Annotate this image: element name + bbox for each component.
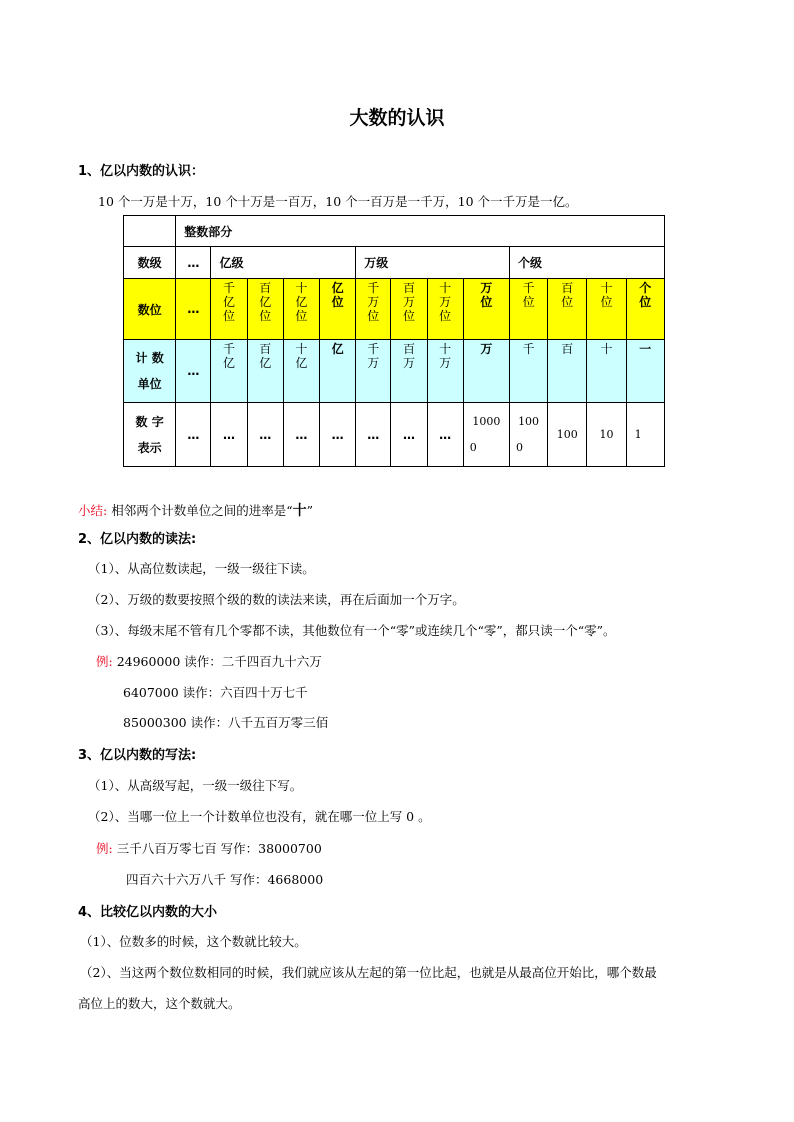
section-2-example-1 bbox=[96, 652, 322, 670]
summary-label: 小结: bbox=[78, 503, 108, 518]
level-yi: 亿级 bbox=[211, 247, 356, 279]
section-4-line-1: （1）、位数多的时候，这个数就比较大。 bbox=[80, 934, 307, 949]
row-label-shuzi bbox=[124, 403, 176, 467]
section-2-line-3: （3）、每级末尾不管有几个零都不读，其他数位有一个“零”或连续几个“零”，都只读一个“零”。 bbox=[88, 623, 616, 638]
table-row-numbers bbox=[124, 403, 665, 467]
number-line: 0 bbox=[469, 440, 477, 454]
unit-cell: 千万 bbox=[367, 342, 380, 370]
page-title: 大数的认识 bbox=[349, 107, 445, 129]
table-row-places bbox=[124, 279, 665, 340]
unit-cell: 百 bbox=[561, 342, 574, 356]
example-text: 24960000 读作：二千四百九十六万 bbox=[112, 654, 322, 669]
summary-line bbox=[78, 500, 313, 520]
number-cell-100: 100 bbox=[548, 403, 587, 467]
section-2-line-1: （1）、从高位数读起，一级一级往下读。 bbox=[88, 561, 315, 576]
number-cell-10: 10 bbox=[587, 403, 626, 467]
unit-cell: 百万 bbox=[402, 342, 415, 370]
section-4-heading: 4、比较亿以内数的大小 bbox=[78, 905, 218, 920]
summary-end: ” bbox=[306, 503, 313, 518]
unit-cell: 十 bbox=[600, 342, 613, 356]
unit-cell: 千 bbox=[522, 342, 535, 356]
section-4-line-2a: （2）、当这两个数位数相同的时候，我们就应该从左起的第一位比起，也就是从最高位开始比，哪个数最 bbox=[80, 965, 657, 980]
row-label-jishu bbox=[124, 340, 176, 403]
place-value-table bbox=[123, 215, 665, 467]
level-ge: 个级 bbox=[509, 247, 664, 279]
example-text: 三千八百万零七百 写作：38000700 bbox=[112, 841, 322, 856]
ellipsis-cell: … bbox=[283, 403, 319, 467]
unit-cell: 十万 bbox=[439, 342, 452, 370]
section-2-line-2: （2）、万级的数要按照个级的数的读法来读，再在后面加一个万字。 bbox=[88, 592, 465, 607]
example-label: 例: bbox=[96, 654, 113, 669]
number-line: 100 bbox=[518, 414, 540, 428]
unit-cell: 亿 bbox=[331, 342, 344, 356]
row-label-shuji: 数级 bbox=[124, 247, 176, 279]
section-3-heading: 3、亿以内数的写法: bbox=[78, 748, 197, 763]
number-line: 0 bbox=[515, 440, 523, 454]
section-3-example-1 bbox=[96, 839, 322, 857]
table-row-levels bbox=[124, 247, 665, 279]
unit-cell: 千亿 bbox=[223, 342, 236, 370]
unit-cell: 十亿 bbox=[295, 342, 308, 370]
section-3-line-2: （2）、当哪一位上一个计数单位也没有，就在哪一位上写 0 。 bbox=[88, 809, 431, 824]
place-cell: 十位 bbox=[600, 281, 613, 309]
place-cell: 十亿位 bbox=[295, 281, 308, 323]
number-line: 1000 bbox=[472, 414, 501, 428]
section-3-example-2: 四百六十六万八千 写作：4668000 bbox=[126, 872, 324, 887]
row-label-line: 单位 bbox=[137, 377, 162, 391]
ellipsis-cell: … bbox=[320, 403, 356, 467]
unit-cell: 万 bbox=[480, 342, 493, 356]
summary-bold: 十 bbox=[292, 503, 307, 519]
number-cell-10000 bbox=[463, 403, 509, 467]
place-cell: 万位 bbox=[480, 281, 493, 309]
unit-cell: 百亿 bbox=[259, 342, 272, 370]
section-2-heading: 2、亿以内数的读法: bbox=[78, 532, 197, 547]
section-3-line-1: （1）、从高级写起，一级一级往下写。 bbox=[88, 778, 303, 793]
place-cell: 个位 bbox=[639, 281, 652, 309]
row-label-line: 表示 bbox=[137, 440, 162, 455]
dots-cell: … bbox=[176, 279, 211, 340]
place-cell: 十万位 bbox=[439, 281, 452, 323]
place-cell: 千万位 bbox=[367, 281, 380, 323]
place-cell: 百位 bbox=[561, 281, 574, 309]
ellipsis-cell: … bbox=[211, 403, 247, 467]
section-1-intro: 10 个一万是十万，10 个十万是一百万，10 个一百万是一千万，10 个一千万是一亿。 bbox=[98, 194, 578, 209]
example-label: 例: bbox=[96, 841, 113, 856]
number-cell-1: 1 bbox=[626, 403, 664, 467]
dots-cell: … bbox=[176, 340, 211, 403]
ellipsis-cell: … bbox=[247, 403, 283, 467]
ellipsis-cell: … bbox=[427, 403, 463, 467]
unit-cell: 一 bbox=[639, 342, 652, 356]
row-label-shuwei: 数位 bbox=[124, 279, 176, 340]
number-cell-1000 bbox=[509, 403, 547, 467]
place-cell: 亿位 bbox=[331, 281, 344, 309]
row-label-line: 数 字 bbox=[135, 414, 164, 429]
header-integer-part: 整数部分 bbox=[176, 216, 665, 247]
place-cell: 千位 bbox=[522, 281, 535, 309]
summary-text: 相邻两个计数单位之间的进率是“ bbox=[107, 503, 293, 518]
place-cell: 百万位 bbox=[402, 281, 415, 323]
place-cell: 百亿位 bbox=[259, 281, 272, 323]
section-2-example-2: 6407000 读作：六百四十万七千 bbox=[123, 685, 308, 700]
table-row-units bbox=[124, 340, 665, 403]
empty-cell bbox=[124, 216, 176, 247]
section-1-heading: 1、亿以内数的认识： bbox=[78, 164, 205, 179]
section-2-example-3: 85000300 读作：八千五百万零三佰 bbox=[123, 715, 329, 730]
section-4-line-2b: 高位上的数大，这个数就大。 bbox=[78, 996, 241, 1011]
ellipsis-cell: … bbox=[356, 403, 391, 467]
place-cell: 千亿位 bbox=[223, 281, 236, 323]
dots-cell: … bbox=[176, 247, 211, 279]
ellipsis-cell: … bbox=[176, 403, 211, 467]
table-row-header bbox=[124, 216, 665, 247]
row-label-line: 计 数 bbox=[135, 351, 164, 365]
ellipsis-cell: … bbox=[391, 403, 427, 467]
level-wan: 万级 bbox=[356, 247, 510, 279]
